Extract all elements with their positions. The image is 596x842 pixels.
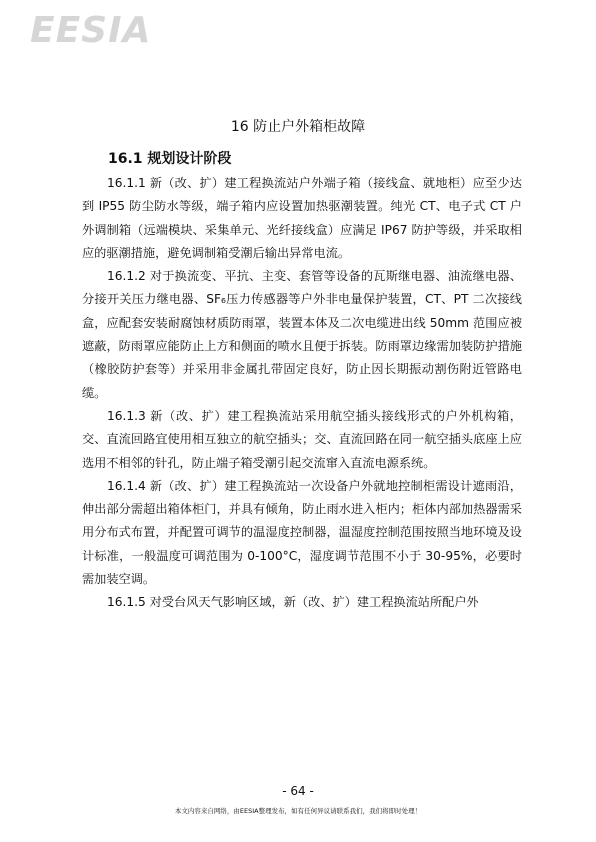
footer-note: 本文内容来自网络，由EESIA整理发布，如有任何异议请联系我们，我们将即时处理！ [174, 807, 422, 815]
paragraph-16-1-4: 16.1.4 新（改、扩）建工程换流站一次设备户外就地控制柜需设计遮雨沿，伸出部分需超出箱体柜门，并具有倾角，防止雨水进入柜内；柜体内部加热器需采用分布式布置，并配置可调节的温湿度控制器，温湿度控制范围按照当地环境及设计标准，一般温度可调范围为 0-100°C，湿度调节范围不小于 30-95%，必要时需加装空调。 [82, 478, 522, 587]
paragraph-16-1-3: 16.1.3 新（改、扩）建工程换流站采用航空插头接线形式的户外机构箱，交、直流回路宜使用相互独立的航空插头；交、直流回路在同一航空插头底座上应选用不相邻的针孔，防止端子箱受潮引起交流窜入直流电源系统。 [82, 408, 522, 470]
section-title: 16 防止户外箱柜故障 [230, 119, 366, 135]
body-text [82, 172, 522, 615]
page-number: - 64 - [282, 784, 314, 798]
paragraph-16-1-2: 16.1.2 对于换流变、平抗、主变、套管等设备的瓦斯继电器、油流继电器、分接开关压力继电器、SF₆压力传感器等户外非电量保护装置，CT、PT 二次接线盒，应配套安装耐腐蚀材质防雨罩，装置本体及二次电缆进出线 50mm 范围应被遮蔽，防雨罩应能防止上方和侧面的喷水且便于拆装。防雨罩边缘需加装防护措施（橡胶防护套等）并采用非金属扎带固定良好，防止因长期振动割伤附近管路电缆。 [82, 269, 522, 400]
eesia-logo-watermark: EESIA [30, 10, 152, 51]
subsection-title: 16.1 规划设计阶段 [108, 151, 232, 167]
paragraph-16-1-1: 16.1.1 新（改、扩）建工程换流站户外端子箱（接线盒、就地柜）应至少达到 IP55 防尘防水等级，端子箱内应设置加热驱潮装置。纯光 CT、电子式 CT 户外调制箱（远端模块、采集单元、光纤接线盒）应满足 IP67 防护等级，并采取相应的驱潮措施，避免调制箱受潮后输出异常电流。 [82, 176, 522, 260]
paragraph-16-1-5: 16.1.5 对受台风天气影响区域，新（改、扩）建工程换流站所配户外 [107, 595, 479, 610]
